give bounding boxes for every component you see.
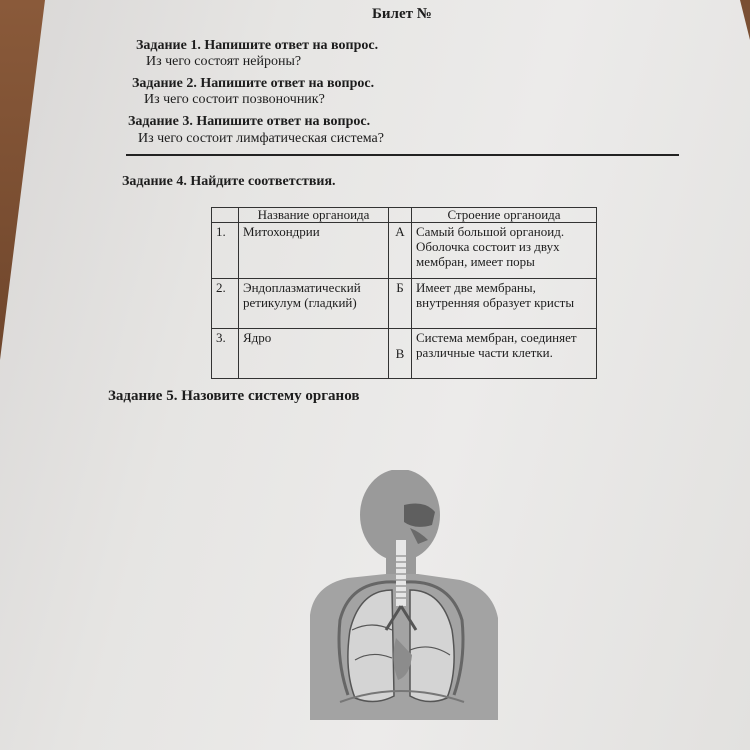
table-row xyxy=(212,329,597,379)
row-letter: В xyxy=(389,329,412,379)
organoid-structure: Система мембран, соединяет различные части клетки. xyxy=(412,329,597,379)
task4-heading: Задание 4. Найдите соответствия. xyxy=(122,174,336,189)
organoid-structure: Имеет две мембраны, внутренняя образует кристы xyxy=(412,279,597,329)
row-number: 1. xyxy=(212,223,239,279)
task5-heading: Задание 5. Назовите систему органов xyxy=(108,388,360,404)
task2-question: Из чего состоит позвоночник? xyxy=(144,92,325,107)
matching-table xyxy=(211,207,597,379)
respiratory-system-illustration xyxy=(300,470,530,720)
organoid-name: Ядро xyxy=(239,329,389,379)
task3-question: Из чего состоит лимфатическая система? xyxy=(138,131,384,146)
task2-heading: Задание 2. Напишите ответ на вопрос. xyxy=(132,76,375,91)
table-row xyxy=(212,279,597,329)
ticket-title: Билет № xyxy=(372,6,432,22)
organoid-name: Митохондрии xyxy=(239,223,389,279)
col-name-header: Название органоида xyxy=(239,208,389,223)
table-row xyxy=(212,223,597,279)
task1-question: Из чего состоят нейроны? xyxy=(146,54,302,69)
col-struct-header: Строение органоида xyxy=(412,208,597,223)
task1-heading: Задание 1. Напишите ответ на вопрос. xyxy=(136,38,379,53)
task3-heading: Задание 3. Напишите ответ на вопрос. xyxy=(128,114,371,129)
organoid-structure: Самый большой органоид. Оболочка состоит из двух мембран, имеет поры xyxy=(412,223,597,279)
organoid-name: Эндоплазматический ретикулум (гладкий) xyxy=(239,279,389,329)
row-number: 3. xyxy=(212,329,239,379)
row-letter: Б xyxy=(389,279,412,329)
row-number: 2. xyxy=(212,279,239,329)
row-letter: А xyxy=(389,223,412,279)
table-header-row xyxy=(212,208,597,223)
divider-line xyxy=(126,154,679,156)
